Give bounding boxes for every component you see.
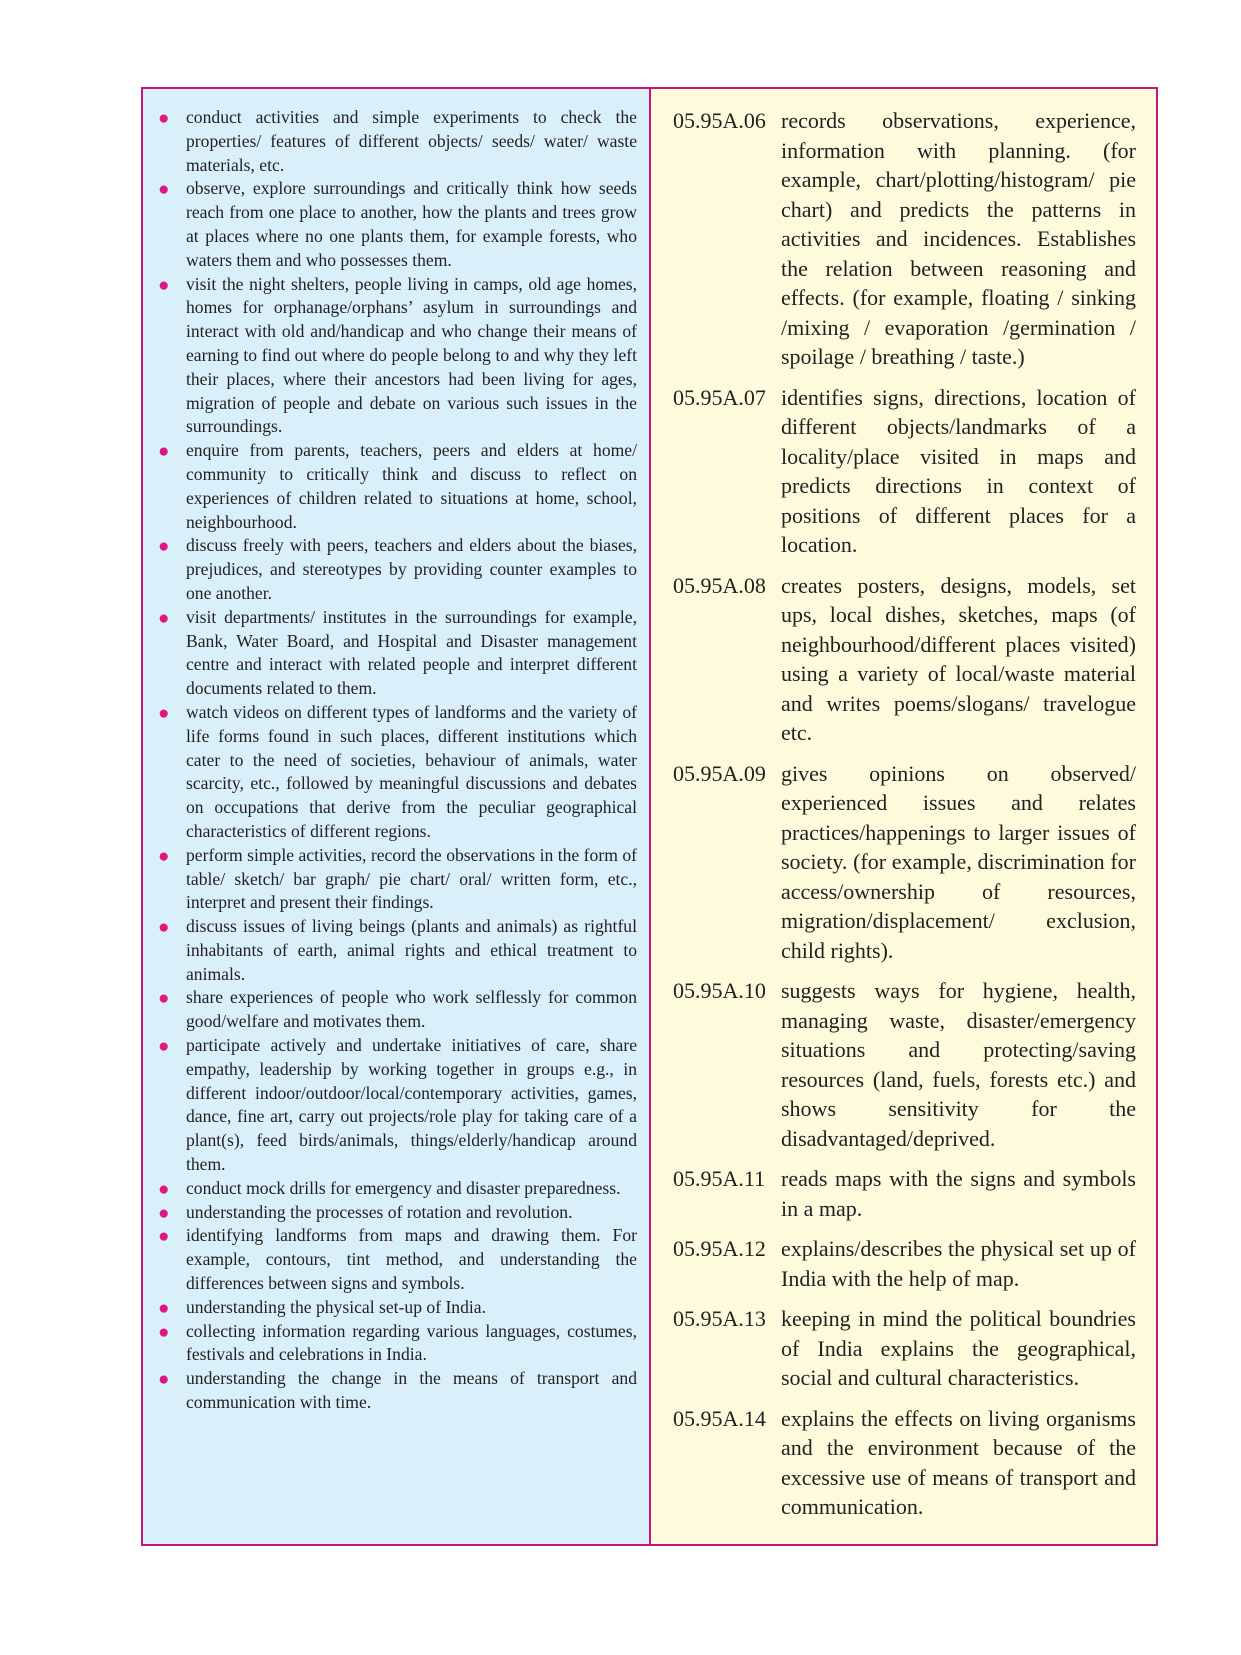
bullet-text: discuss issues of living beings (plants and animals) as rightful inhabitants of earth, animal rights and ethical treatment to animals. xyxy=(186,916,637,984)
learning-outcome xyxy=(673,1164,1136,1223)
learning-outcome xyxy=(673,383,1136,560)
bullet-item xyxy=(153,606,637,701)
learning-outcome xyxy=(673,976,1136,1153)
learning-outcome xyxy=(673,106,1136,372)
bullet-item xyxy=(153,177,637,272)
bullet-item xyxy=(153,915,637,986)
bullet-list xyxy=(153,106,637,1415)
outcome-text: explains the effects on living organisms and the environment because of the excessive use of means of transport and communication. xyxy=(781,1405,1136,1519)
bullet-text: observe, explore surroundings and critically think how seeds reach from one place to another, how the plants and trees grow at places where no one plants them, for example forests, who waters them and who possesses them. xyxy=(186,178,637,270)
bullet-dot-icon: ● xyxy=(158,274,170,296)
learning-outcome xyxy=(673,1304,1136,1393)
outcome-text: reads maps with the signs and symbols in a map. xyxy=(781,1166,1136,1221)
bullet-text: understanding the change in the means of transport and communication with time. xyxy=(186,1368,637,1413)
bullet-item xyxy=(153,844,637,915)
learning-outcomes-column xyxy=(651,89,1156,1544)
bullet-item xyxy=(153,1177,637,1201)
bullet-item xyxy=(153,534,637,605)
bullet-text: visit departments/ institutes in the surroundings for example, Bank, Water Board, and Hospital and Disaster management centre and interact with related people and interpret different documents related to them. xyxy=(186,606,637,699)
bullet-item xyxy=(153,1224,637,1295)
learning-outcome xyxy=(673,571,1136,748)
outcome-code: 05.95A.10 xyxy=(673,978,766,1003)
bullet-text: enquire from parents, teachers, peers and elders at home/ community to critically think and discuss to reflect on experiences of children related to situations at home, school, neighbourhood. xyxy=(186,440,637,532)
bullet-text: participate actively and undertake initiatives of care, share empathy, leadership by working together in groups e.g., in different indoor/outdoor/local/contemporary activities, games, dance, fine art, carry out projects/role play for taking care of a plant(s), feed birds/animals, things/elderly/handicap around them. xyxy=(186,1035,637,1175)
outcome-code: 05.95A.11 xyxy=(673,1166,766,1191)
outcome-code: 05.95A.08 xyxy=(673,572,766,598)
learning-outcome xyxy=(673,759,1136,966)
outcome-code: 05.95A.09 xyxy=(673,760,766,786)
bullet-text: understanding the processes of rotation and revolution. xyxy=(186,1201,573,1222)
outcome-code: 05.95A.13 xyxy=(673,1306,766,1331)
bullet-text: perform simple activities, record the observations in the form of table/ sketch/ bar graph/ pie chart/ oral/ written form, etc., interpret and present their findings. xyxy=(186,844,637,913)
pedagogical-processes-column xyxy=(143,89,651,1544)
outcome-text: suggests ways for hygiene, health, managing waste, disaster/emergency situations and protecting/saving resources (land, fuels, forests etc.) and shows sensitivity for the disadvantaged/deprived. xyxy=(781,978,1136,1151)
bullet-dot-icon: ● xyxy=(158,845,170,867)
outcome-code: 05.95A.14 xyxy=(673,1405,766,1431)
bullet-text: discuss freely with peers, teachers and elders about the biases, prejudices, and stereotypes by providing counter examples to one another. xyxy=(186,535,637,603)
bullet-text: conduct activities and simple experiments to check the properties/ features of different objects/ seeds/ water/ waste materials, etc. xyxy=(186,107,637,175)
bullet-item xyxy=(153,1367,637,1415)
bullet-dot-icon: ● xyxy=(158,441,170,463)
outcome-text: gives opinions on observed/ experienced issues and relates practices/happenings to larger issues of society. (for example, discrimination for access/ownership of resources, migration/displacement/ exclusion, child rights). xyxy=(781,760,1136,963)
bullet-dot-icon: ● xyxy=(158,1202,170,1224)
bullet-dot-icon: ● xyxy=(158,1226,170,1248)
bullet-item xyxy=(153,439,637,534)
bullet-dot-icon: ● xyxy=(158,179,170,201)
bullet-dot-icon: ● xyxy=(158,108,170,129)
bullet-dot-icon: ● xyxy=(158,1297,170,1319)
bullet-item xyxy=(153,986,637,1034)
bullet-dot-icon: ● xyxy=(158,1321,170,1343)
bullet-item xyxy=(153,1296,637,1320)
bullet-dot-icon: ● xyxy=(158,1369,170,1391)
bullet-item xyxy=(153,1320,637,1368)
learning-outcome xyxy=(673,1234,1136,1293)
bullet-item xyxy=(153,106,637,177)
outcome-text: creates posters, designs, models, set ups, local dishes, sketches, maps (of neighbourhood/different places visited) using a variety of local/waste material and writes poems/slogans/ travelogue etc. xyxy=(781,572,1136,745)
outcome-text: identifies signs, directions, location of different objects/landmarks of a locality/place visited in maps and predicts directions in context of positions of different places for a location. xyxy=(781,384,1136,557)
outcome-code: 05.95A.06 xyxy=(673,108,766,133)
outcome-text: keeping in mind the political boundries of India explains the geographical, social and cultural characteristics. xyxy=(781,1306,1136,1390)
bullet-text: watch videos on different types of landforms and the variety of life forms found in such places, different institutions which cater to the need of societies, behaviour of animals, water scarcity, etc., followed by meaningful discussions and debates on occupations that derive from the peculiar geographical characteristics of different regions. xyxy=(186,701,637,841)
outcome-code: 05.95A.07 xyxy=(673,384,766,410)
bullet-item xyxy=(153,273,637,440)
bullet-dot-icon: ● xyxy=(158,536,170,558)
content-table xyxy=(141,87,1158,1546)
learning-outcome xyxy=(673,1404,1136,1522)
bullet-item xyxy=(153,1034,637,1177)
bullet-item xyxy=(153,1201,637,1225)
bullet-text: conduct mock drills for emergency and disaster preparedness. xyxy=(186,1177,621,1198)
bullet-text: identifying landforms from maps and drawing them. For example, contours, tint method, and understanding the differences between signs and symbols. xyxy=(186,1225,637,1294)
bullet-dot-icon: ● xyxy=(158,988,170,1010)
bullet-text: visit the night shelters, people living in camps, old age homes, homes for orphanage/orphans’ asylum in surroundings and interact with old and/handicap and who change their means of earning to find out where do people belong to and why they left their places, where their ancestors had been living for ages, migration of people and debate on various such issues in the surroundings. xyxy=(186,273,637,437)
bullet-dot-icon: ● xyxy=(158,702,170,724)
outcome-text: explains/describes the physical set up of India with the help of map. xyxy=(781,1236,1136,1291)
bullet-dot-icon: ● xyxy=(158,917,170,939)
bullet-text: share experiences of people who work selflessly for common good/welfare and motivates them. xyxy=(186,987,637,1032)
bullet-dot-icon: ● xyxy=(158,607,170,629)
outcome-code: 05.95A.12 xyxy=(673,1236,766,1261)
bullet-dot-icon: ● xyxy=(158,1036,170,1058)
outcome-text: records observations, experience, information with planning. (for example, chart/plotting/histogram/ pie chart) and predicts the patterns in activities and incidences. Establishes the relation between reasoning and effects. (for example, floating / sinking /mixing / evaporation /germination / spoilage / breathing / taste.) xyxy=(781,108,1136,369)
bullet-dot-icon: ● xyxy=(158,1178,170,1200)
bullet-text: collecting information regarding various languages, costumes, festivals and celebrations in India. xyxy=(186,1320,637,1365)
bullet-text: understanding the physical set-up of India. xyxy=(186,1296,486,1317)
bullet-item xyxy=(153,701,637,844)
